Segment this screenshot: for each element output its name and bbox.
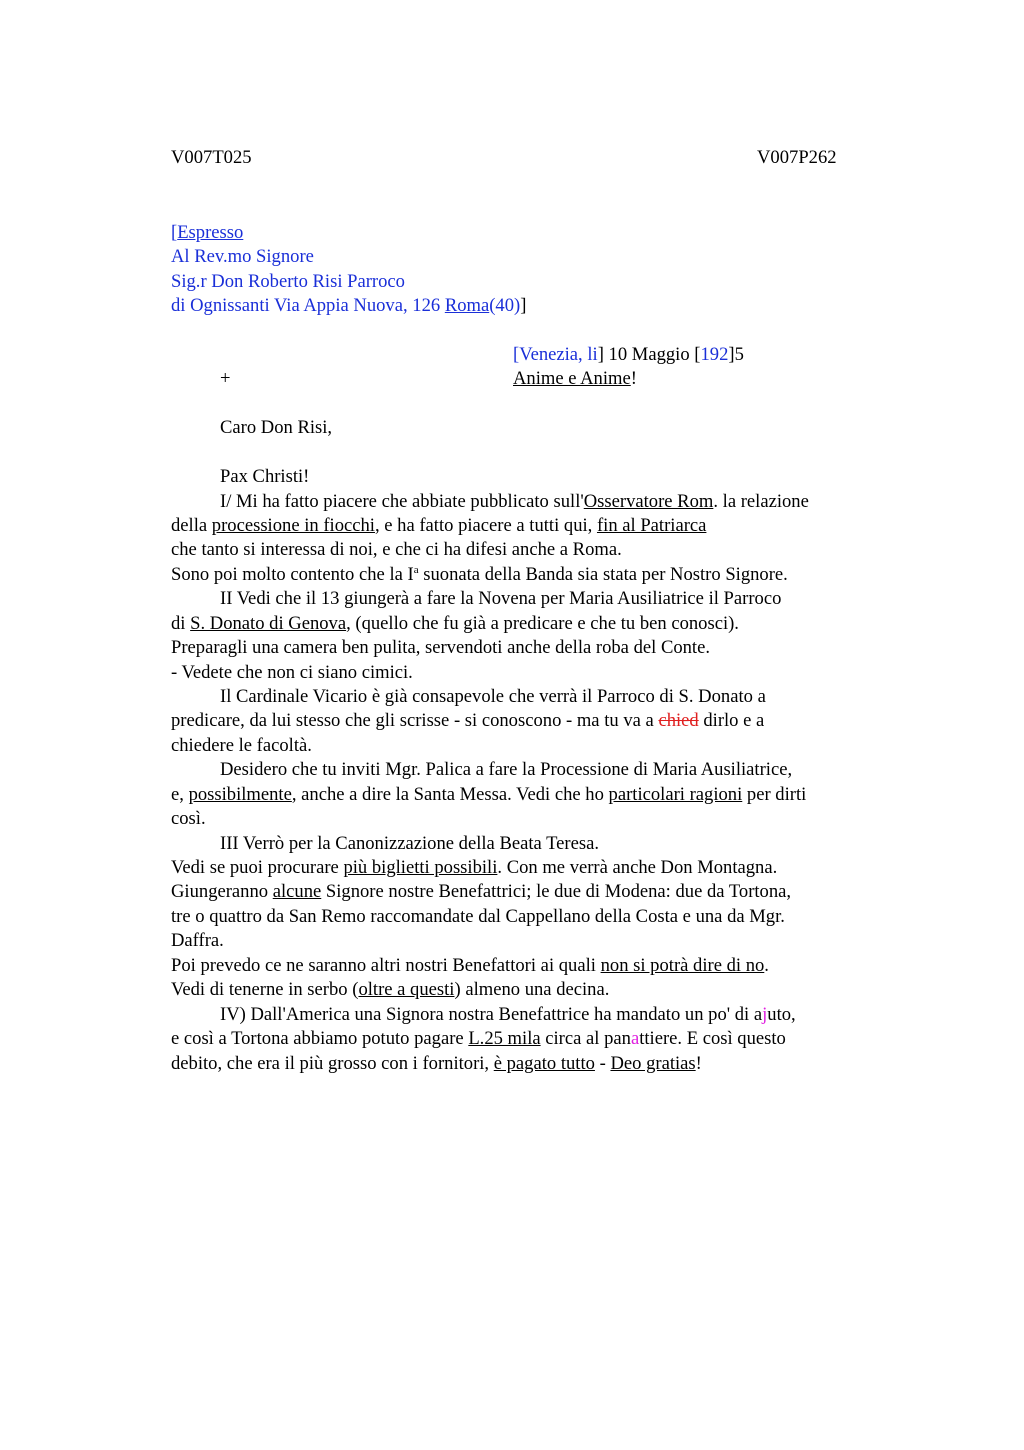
date-line: [Venezia, li] 10 Maggio [192]5 <box>513 344 744 365</box>
body-line: Vedi se puoi procurare più biglietti possibili. Con me verrà anche Don Montagna. <box>171 857 778 878</box>
body-line: predicare, da lui stesso che gli scrisse - si conoscono - ma tu va a chied dirlo e a <box>171 710 765 731</box>
body-line: Il Cardinale Vicario è già consapevole che verrà il Parroco di S. Donato a <box>220 686 766 707</box>
address-line-4: di Ognissanti Via Appia Nuova, 126 Roma(40)] <box>171 295 527 316</box>
body-line: debito, che era il più grosso con i fornitori, è pagato tutto - Deo gratias! <box>171 1053 702 1074</box>
address-line-1: [Espresso <box>171 222 244 243</box>
espresso-link[interactable]: Espresso <box>177 222 244 243</box>
body-line: chiedere le facoltà. <box>171 735 312 756</box>
body-line: della processione in fiocchi, e ha fatto piacere a tutti qui, fin al Patriarca <box>171 515 707 536</box>
body-line: Daffra. <box>171 930 224 951</box>
cross-symbol: + <box>220 368 231 389</box>
corrected-letter: j <box>762 1004 768 1025</box>
body-line: II Vedi che il 13 giungerà a fare la Novena per Maria Ausiliatrice il Parroco <box>220 588 782 609</box>
body-line: III Verrò per la Canonizzazione della Beata Teresa. <box>220 833 599 854</box>
body-line: I/ Mi ha fatto piacere che abbiate pubblicato sull'Osservatore Rom. la relazione <box>220 491 809 512</box>
address-line-3: Sig.r Don Roberto Risi Parroco <box>171 271 405 292</box>
body-line: IV) Dall'America una Signora nostra Benefattrice ha mandato un po' di ajuto, <box>220 1004 796 1025</box>
body-line: - Vedete che non ci siano cimici. <box>171 662 413 683</box>
doc-code-right: V007P262 <box>757 147 837 168</box>
body-line: Sono poi molto contento che la $I^a$ suonata della Banda sia stata per Nostro Signore. <box>171 563 788 585</box>
roma-link[interactable]: Roma <box>444 295 490 316</box>
body-line: Preparagli una camera ben pulita, servendoti anche della roba del Conte. <box>171 637 711 658</box>
address-line-2: Al Rev.mo Signore <box>171 246 314 267</box>
body-line: Giungeranno alcune Signore nostre Benefattrici; le due di Modena: due da Tortona, <box>171 881 792 902</box>
body-line: Poi prevedo ce ne saranno altri nostri Benefattori ai quali non si potrà dire di no. <box>171 955 769 976</box>
pax-greeting: Pax Christi! <box>220 466 310 487</box>
body-line: Vedi di tenerne in serbo (oltre a questi) almeno una decina. <box>171 979 610 1000</box>
salutation: Caro Don Risi, <box>220 417 333 438</box>
body-line: e, possibilmente, anche a dire la Santa Messa. Vedi che ho particolari ragioni per dirti <box>171 784 807 805</box>
doc-code-left: V007T025 <box>171 147 252 168</box>
body-line: Desidero che tu inviti Mgr. Palica a fare la Processione di Maria Ausiliatrice, <box>220 759 793 780</box>
body-line: così. <box>171 808 206 829</box>
body-line: tre o quattro da San Remo raccomandate dal Cappellano della Costa e una da Mgr. <box>171 906 785 927</box>
deleted-text: chied <box>658 710 699 731</box>
corrected-letter: a <box>630 1028 640 1049</box>
body-line: di S. Donato di Genova, (quello che fu già a predicare e che tu ben conosci). <box>171 613 739 634</box>
body-line: che tanto si interessa di noi, e che ci ha difesi anche a Roma. <box>171 539 622 560</box>
motto: Anime e Anime! <box>513 368 637 389</box>
body-line: e così a Tortona abbiamo potuto pagare L.25 mila circa al panattiere. E così questo <box>171 1028 786 1049</box>
